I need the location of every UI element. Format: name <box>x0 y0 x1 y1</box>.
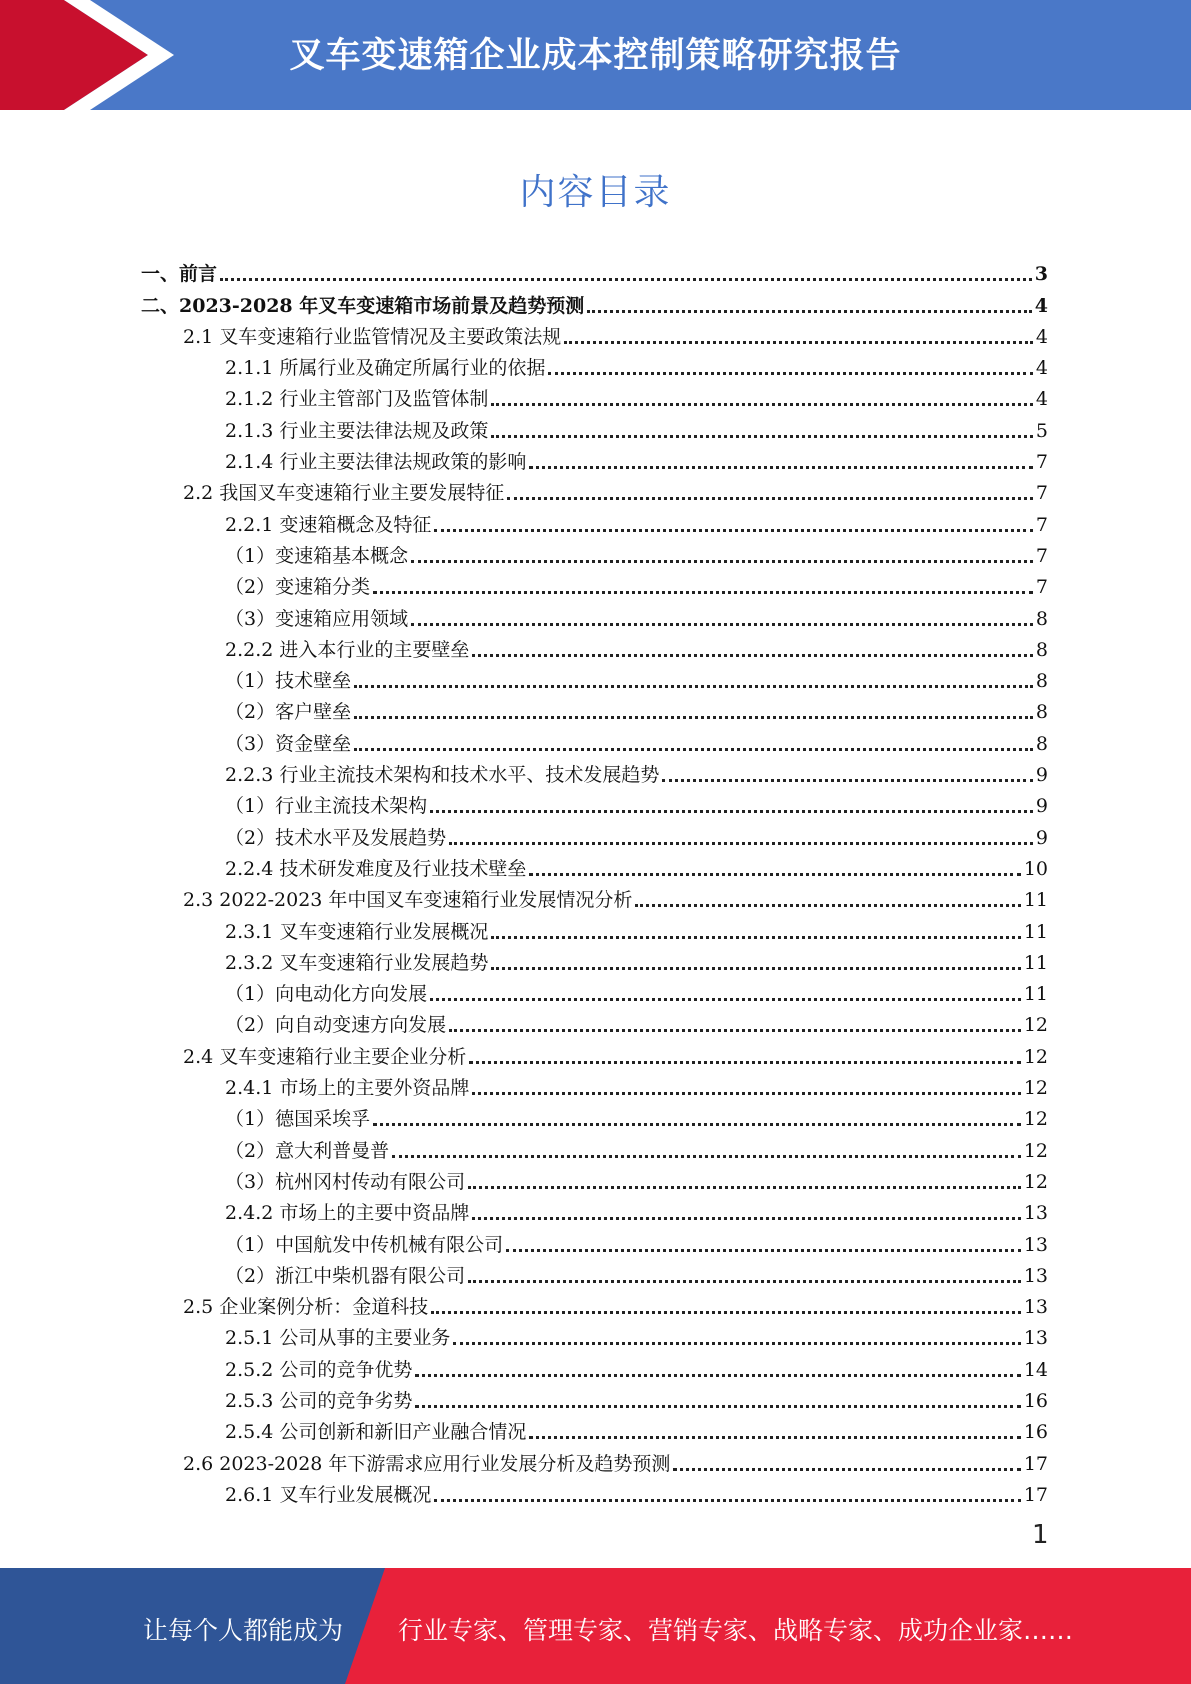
toc-entry-title: （1）中国航发中传机械有限公司 <box>225 1233 504 1256</box>
toc-entry-title: 2.6.1 叉车行业发展概况 <box>225 1483 432 1506</box>
toc-entry-title: 2.6 2023-2028 年下游需求应用行业发展分析及趋势预测 <box>183 1452 671 1475</box>
toc-entry[interactable] <box>141 974 1048 1005</box>
toc-entry-title: （2）技术水平及发展趋势 <box>225 826 447 849</box>
toc-entry-title: 一、前言 <box>141 263 218 286</box>
toc-dot-leader <box>373 577 1033 594</box>
toc-dot-leader <box>529 859 1020 876</box>
toc-entry-title: 2.2.2 进入本行业的主要壁垒 <box>225 638 470 661</box>
toc-entry-title: 2.2.3 行业主流技术架构和技术水平、技术发展趋势 <box>225 764 660 787</box>
toc-entry[interactable] <box>141 1068 1048 1099</box>
toc-entry[interactable] <box>141 1099 1048 1130</box>
toc-entry[interactable] <box>141 473 1048 504</box>
toc-dot-leader <box>430 984 1021 1001</box>
toc-entry[interactable] <box>141 1381 1048 1412</box>
toc-entry[interactable] <box>141 1036 1048 1067</box>
toc-entry[interactable] <box>141 692 1048 723</box>
toc-dot-leader <box>529 1422 1020 1439</box>
toc-entry-page: 7 <box>1035 482 1048 505</box>
toc-entry-page: 9 <box>1035 795 1048 818</box>
toc-dot-leader <box>635 890 1020 907</box>
toc-entry-title: 2.5.3 公司的竞争劣势 <box>225 1389 413 1412</box>
toc-dot-leader <box>491 922 1020 939</box>
toc-dot-leader <box>587 296 1032 313</box>
toc-entry-title: 2.1 叉车变速箱行业监管情况及主要政策法规 <box>183 325 562 348</box>
toc-entry-title: （2）变速箱分类 <box>225 576 371 599</box>
toc-entry-title: 2.2 我国叉车变速箱行业主要发展特征 <box>183 482 505 505</box>
toc-entry-page: 12 <box>1023 1170 1048 1193</box>
toc-entry[interactable] <box>141 1162 1048 1193</box>
toc-entry[interactable] <box>141 254 1048 285</box>
toc-entry[interactable] <box>141 1005 1048 1036</box>
toc-dot-leader <box>491 421 1033 438</box>
toc-entry-page: 4 <box>1035 325 1048 348</box>
toc-entry-page: 12 <box>1023 1014 1048 1037</box>
toc-entry[interactable] <box>141 1193 1048 1224</box>
toc-entry-page: 11 <box>1023 889 1048 912</box>
toc-dot-leader <box>453 1328 1020 1345</box>
toc-dot-leader <box>564 327 1033 344</box>
toc-entry[interactable] <box>141 1318 1048 1349</box>
header-band <box>0 0 1191 110</box>
toc-entry[interactable] <box>141 1349 1048 1380</box>
toc-entry-title: 2.5 企业案例分析：金道科技 <box>183 1296 429 1319</box>
toc-entry-title: 2.2.4 技术研发难度及行业技术壁垒 <box>225 857 527 880</box>
toc-entry-page: 14 <box>1023 1358 1048 1381</box>
toc-entry-page: 16 <box>1023 1389 1048 1412</box>
toc-entry-title: （2）客户壁垒 <box>225 701 352 724</box>
toc-dot-leader <box>220 264 1032 281</box>
toc-entry[interactable] <box>141 911 1048 942</box>
toc-entry[interactable] <box>141 943 1048 974</box>
toc-dot-leader <box>431 1297 1021 1314</box>
toc-entry-title: （3）变速箱应用领域 <box>225 607 409 630</box>
toc-dot-leader <box>354 702 1033 719</box>
toc-entry-page: 12 <box>1023 1139 1048 1162</box>
toc-entry-title: 2.3 2022-2023 年中国叉车变速箱行业发展情况分析 <box>183 889 633 912</box>
toc-entry-page: 13 <box>1023 1264 1048 1287</box>
toc-entry-page: 13 <box>1023 1202 1048 1225</box>
toc-dot-leader <box>472 1203 1020 1220</box>
toc-entry-page: 7 <box>1035 451 1048 474</box>
toc-entry[interactable] <box>141 536 1048 567</box>
toc-dot-leader <box>506 1235 1021 1252</box>
toc-entry[interactable] <box>141 1443 1048 1474</box>
toc-entry-page: 11 <box>1023 920 1048 943</box>
toc-entry[interactable] <box>141 755 1048 786</box>
footer-slogan-left: 让每个人都能成为 <box>143 1616 344 1645</box>
toc-entry-page: 13 <box>1023 1327 1048 1350</box>
report-title: 叉车变速箱企业成本控制策略研究报告 <box>289 36 902 76</box>
toc-entry[interactable] <box>141 379 1048 410</box>
toc-entry-page: 8 <box>1035 607 1048 630</box>
footer-band <box>0 1568 1191 1684</box>
toc-entry-page: 12 <box>1023 1077 1048 1100</box>
toc-entry[interactable] <box>141 661 1048 692</box>
toc-entry[interactable] <box>141 410 1048 441</box>
toc-entry-title: （2）浙江中柴机器有限公司 <box>225 1264 466 1287</box>
toc-dot-leader <box>434 1485 1020 1502</box>
toc-entry-page: 4 <box>1034 294 1048 317</box>
toc-entry-page: 7 <box>1035 513 1048 536</box>
toc-dot-leader <box>449 1015 1021 1032</box>
toc-entry[interactable] <box>141 1475 1048 1506</box>
toc-dot-leader <box>529 452 1033 469</box>
toc-entry-page: 12 <box>1023 1045 1048 1068</box>
toc-entry-title: 二、2023-2028 年叉车变速箱市场前景及趋势预测 <box>141 294 585 317</box>
toc-dot-leader <box>415 1360 1020 1377</box>
toc-entry[interactable] <box>141 1224 1048 1255</box>
toc-entry-page: 5 <box>1035 419 1048 442</box>
toc-entry[interactable] <box>141 598 1048 629</box>
toc-entry[interactable] <box>141 285 1048 316</box>
toc-entry-page: 9 <box>1035 764 1048 787</box>
toc-entry-title: （1）行业主流技术架构 <box>225 795 428 818</box>
toc-entry-title: 2.4.1 市场上的主要外资品牌 <box>225 1077 470 1100</box>
toc-entry-title: 2.1.2 行业主管部门及监管体制 <box>225 388 489 411</box>
toc-entry[interactable] <box>141 1412 1048 1443</box>
toc-dot-leader <box>472 640 1033 657</box>
toc-dot-leader <box>354 734 1033 751</box>
toc-entry[interactable] <box>141 880 1048 911</box>
toc-entry-page: 7 <box>1035 576 1048 599</box>
toc-entry-title: 2.4 叉车变速箱行业主要企业分析 <box>183 1045 467 1068</box>
toc-dot-leader <box>411 609 1033 626</box>
toc-entry-page: 12 <box>1023 1108 1048 1131</box>
toc-dot-leader <box>434 515 1033 532</box>
toc-dot-leader <box>449 828 1033 845</box>
toc-dot-leader <box>415 1391 1020 1408</box>
toc-entry[interactable] <box>141 317 1048 348</box>
toc-entry-title: 2.3.1 叉车变速箱行业发展概况 <box>225 920 489 943</box>
toc-dot-leader <box>491 953 1020 970</box>
footer-slogan-right: 行业专家、管理专家、营销专家、战略专家、成功企业家…… <box>398 1616 1074 1645</box>
toc-entry[interactable] <box>141 849 1048 880</box>
toc-entry[interactable] <box>141 630 1048 661</box>
toc-entry-title: 2.1.1 所属行业及确定所属行业的依据 <box>225 357 546 380</box>
toc-dot-leader <box>411 546 1033 563</box>
toc-dot-leader <box>472 1078 1020 1095</box>
toc-entry-page: 7 <box>1035 544 1048 567</box>
toc-entry-title: 2.3.2 叉车变速箱行业发展趋势 <box>225 951 489 974</box>
page-title: 内容目录 <box>519 172 672 213</box>
toc-dot-leader <box>430 796 1033 813</box>
toc-dot-leader <box>548 358 1033 375</box>
toc-entry-page: 9 <box>1035 826 1048 849</box>
toc-entry[interactable] <box>141 1130 1048 1161</box>
toc-entry[interactable] <box>141 567 1048 598</box>
toc-dot-leader <box>673 1454 1020 1471</box>
toc-entry-page: 8 <box>1035 732 1048 755</box>
toc-entry-page: 13 <box>1023 1296 1048 1319</box>
toc-entry-page: 4 <box>1035 388 1048 411</box>
toc-entry-title: 2.1.3 行业主要法律法规及政策 <box>225 419 489 442</box>
toc-dot-leader <box>491 389 1033 406</box>
toc-entry-title: 2.5.2 公司的竞争优势 <box>225 1358 413 1381</box>
toc-entry-title: 2.5.1 公司从事的主要业务 <box>225 1327 451 1350</box>
toc-dot-leader <box>468 1266 1021 1283</box>
toc-entry[interactable] <box>141 504 1048 535</box>
toc-entry-page: 13 <box>1023 1233 1048 1256</box>
toc-entry-title: 2.2.1 变速箱概念及特征 <box>225 513 432 536</box>
toc-entry-page: 8 <box>1035 701 1048 724</box>
toc-entry[interactable] <box>141 348 1048 379</box>
toc-entry-title: （2）向自动变速方向发展 <box>225 1014 447 1037</box>
toc-entry-title: （3）杭州冈村传动有限公司 <box>225 1170 466 1193</box>
toc-entry-page: 17 <box>1023 1483 1048 1506</box>
toc-entry[interactable] <box>141 1256 1048 1287</box>
toc-entry-page: 10 <box>1023 857 1048 880</box>
toc-dot-leader <box>373 1109 1021 1126</box>
toc-entry-title: （1）德国采埃孚 <box>225 1108 371 1131</box>
toc-entry[interactable] <box>141 817 1048 848</box>
toc-entry-page: 11 <box>1023 951 1048 974</box>
toc-entry[interactable] <box>141 723 1048 754</box>
toc-dot-leader <box>392 1141 1021 1158</box>
toc-entry-title: 2.4.2 市场上的主要中资品牌 <box>225 1202 470 1225</box>
toc-entry-title: （1）技术壁垒 <box>225 670 352 693</box>
table-of-contents <box>141 254 1048 1506</box>
page-number: 1 <box>1032 1520 1049 1550</box>
toc-entry-title: （1）变速箱基本概念 <box>225 544 409 567</box>
toc-entry-title: （2）意大利普曼普 <box>225 1139 390 1162</box>
toc-entry-page: 11 <box>1023 983 1048 1006</box>
toc-entry-page: 3 <box>1034 263 1048 286</box>
toc-entry-page: 17 <box>1023 1452 1048 1475</box>
toc-dot-leader <box>354 671 1033 688</box>
toc-entry-page: 8 <box>1035 638 1048 661</box>
toc-entry-title: 2.5.4 公司创新和新旧产业融合情况 <box>225 1421 527 1444</box>
toc-entry-title: 2.1.4 行业主要法律法规政策的影响 <box>225 451 527 474</box>
toc-entry-page: 4 <box>1035 357 1048 380</box>
toc-dot-leader <box>662 765 1033 782</box>
toc-dot-leader <box>468 1172 1021 1189</box>
toc-entry-page: 16 <box>1023 1421 1048 1444</box>
toc-dot-leader <box>469 1047 1021 1064</box>
toc-entry-title: （1）向电动化方向发展 <box>225 983 428 1006</box>
toc-entry[interactable] <box>141 1287 1048 1318</box>
toc-entry-page: 8 <box>1035 670 1048 693</box>
toc-entry-title: （3）资金壁垒 <box>225 732 352 755</box>
toc-entry[interactable] <box>141 786 1048 817</box>
toc-entry[interactable] <box>141 442 1048 473</box>
toc-dot-leader <box>507 483 1033 500</box>
